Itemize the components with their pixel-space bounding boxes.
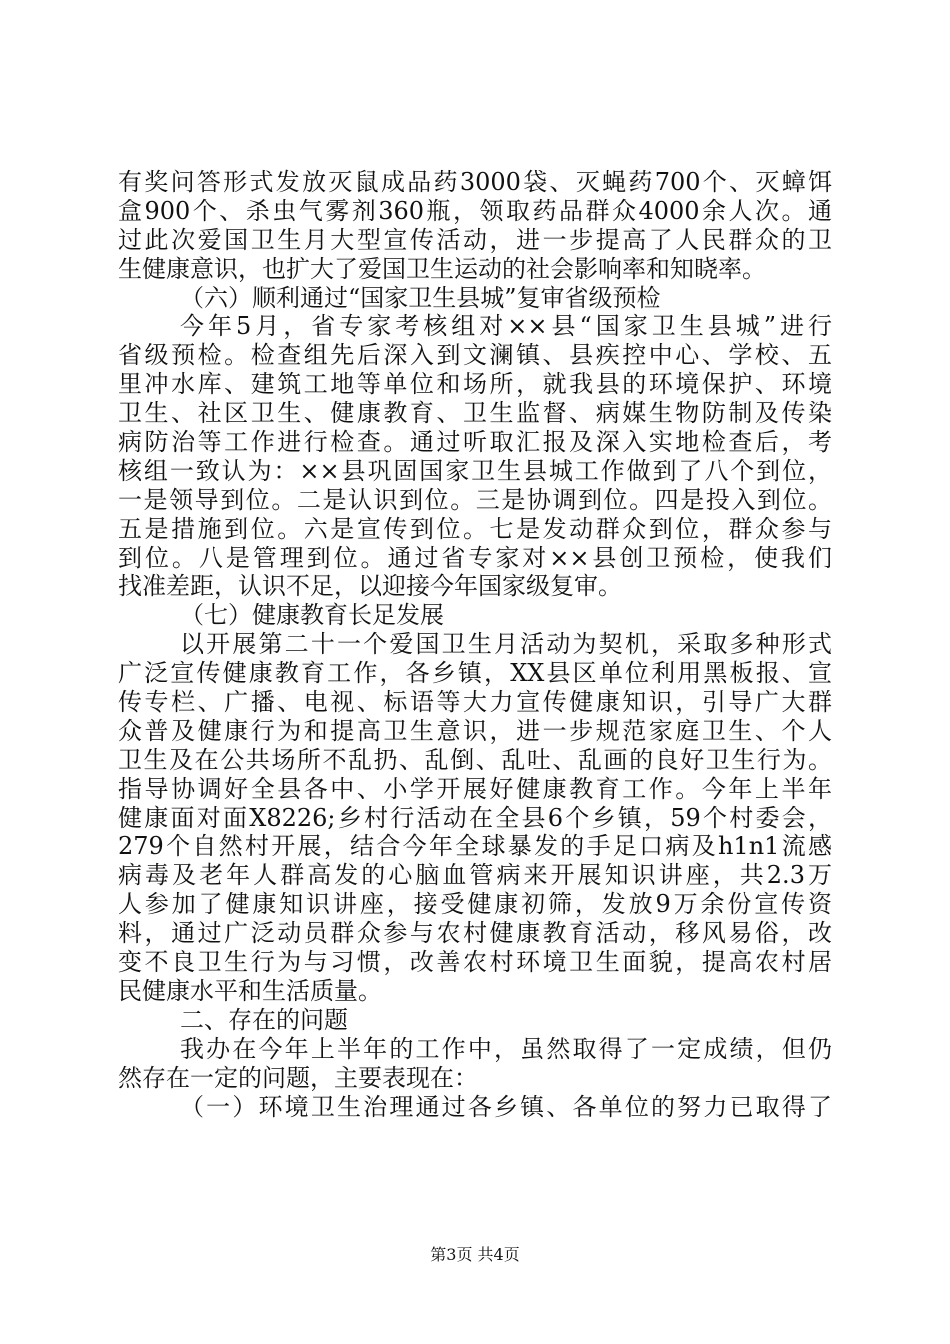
text-line: （七）健康教育长足发展 [180, 601, 444, 630]
text-line: 有奖问答形式发放灭鼠成品药3000袋、灭蝇药700个、灭蟑饵 [118, 168, 832, 196]
text-line: 然存在一定的问题，主要表现在： [118, 1063, 478, 1092]
text-line: 变不良卫生行为与习惯，改善农村环境卫生面貌，提高农村居 [118, 948, 832, 977]
text-line: 省级预检。检查组先后深入到文澜镇、县疾控中心、学校、五 [118, 341, 832, 370]
text-line: 以开展第二十一个爱国卫生月活动为契机，采取多种形式 [180, 630, 832, 659]
text-line: 病毒及老年人群高发的心脑血管病来开展知识讲座，共2.3万 [118, 861, 832, 890]
text-line: 料，通过广泛动员群众参与农村健康教育活动，移风易俗，改 [118, 919, 832, 948]
text-line: 今年5月，省专家考核组对××县“国家卫生县城”进行 [180, 312, 832, 341]
text-line: 盒900个、杀虫气雾剂360瓶，领取药品群众4000余人次。通 [118, 196, 832, 225]
text-line: 到位。八是管理到位。通过省专家对××县创卫预检，使我们 [118, 543, 832, 572]
text-line: 健康面对面X8226;乡村行活动在全县6个乡镇，59个村委会， [118, 803, 832, 832]
page-footer: 第3页 共4页 [430, 1245, 520, 1264]
text-line: 里冲水库、建筑工地等单位和场所，就我县的环境保护、环境 [118, 370, 832, 399]
text-line: 一是领导到位。二是认识到位。三是协调到位。四是投入到位。 [118, 485, 832, 514]
text-line: 找准差距，认识不足，以迎接今年国家级复审。 [118, 572, 622, 601]
text-line: 生健康意识，也扩大了爱国卫生运动的社会影响率和知晓率。 [118, 254, 766, 283]
text-line: 指导协调好全县各中、小学开展好健康教育工作。今年上半年 [118, 774, 832, 803]
text-line: 广泛宣传健康教育工作，各乡镇，XX县区单位利用黑板报、宣 [118, 659, 832, 688]
text-line: （一）环境卫生治理通过各乡镇、各单位的努力已取得了 [180, 1092, 832, 1121]
text-line: 卫生及在公共场所不乱扔、乱倒、乱吐、乱画的良好卫生行为。 [118, 745, 832, 774]
text-line: 核组一致认为：××县巩固国家卫生县城工作做到了八个到位， [118, 456, 832, 485]
text-line: 过此次爱国卫生月大型宣传活动，进一步提高了人民群众的卫 [118, 225, 832, 254]
document-body [118, 168, 832, 1121]
text-line: 病防治等工作进行检查。通过听取汇报及深入实地检查后，考 [118, 428, 832, 457]
text-line: 二、存在的问题 [180, 1005, 348, 1034]
text-line: 民健康水平和生活质量。 [118, 976, 382, 1005]
text-line: 卫生、社区卫生、健康教育、卫生监督、病媒生物防制及传染 [118, 399, 832, 428]
text-line: （六）顺利通过“国家卫生县城”复审省级预检 [180, 283, 661, 312]
text-line: 我办在今年上半年的工作中，虽然取得了一定成绩，但仍 [180, 1034, 832, 1063]
text-line: 众普及健康行为和提高卫生意识，进一步规范家庭卫生、个人 [118, 716, 832, 745]
text-line: 人参加了健康知识讲座，接受健康初筛，发放9万余份宣传资 [118, 890, 832, 919]
text-line: 传专栏、广播、电视、标语等大力宣传健康知识，引导广大群 [118, 688, 832, 717]
text-line: 五是措施到位。六是宣传到位。七是发动群众到位，群众参与 [118, 514, 832, 543]
text-line: 279个自然村开展，结合今年全球暴发的手足口病及h1n1流感 [118, 832, 832, 861]
